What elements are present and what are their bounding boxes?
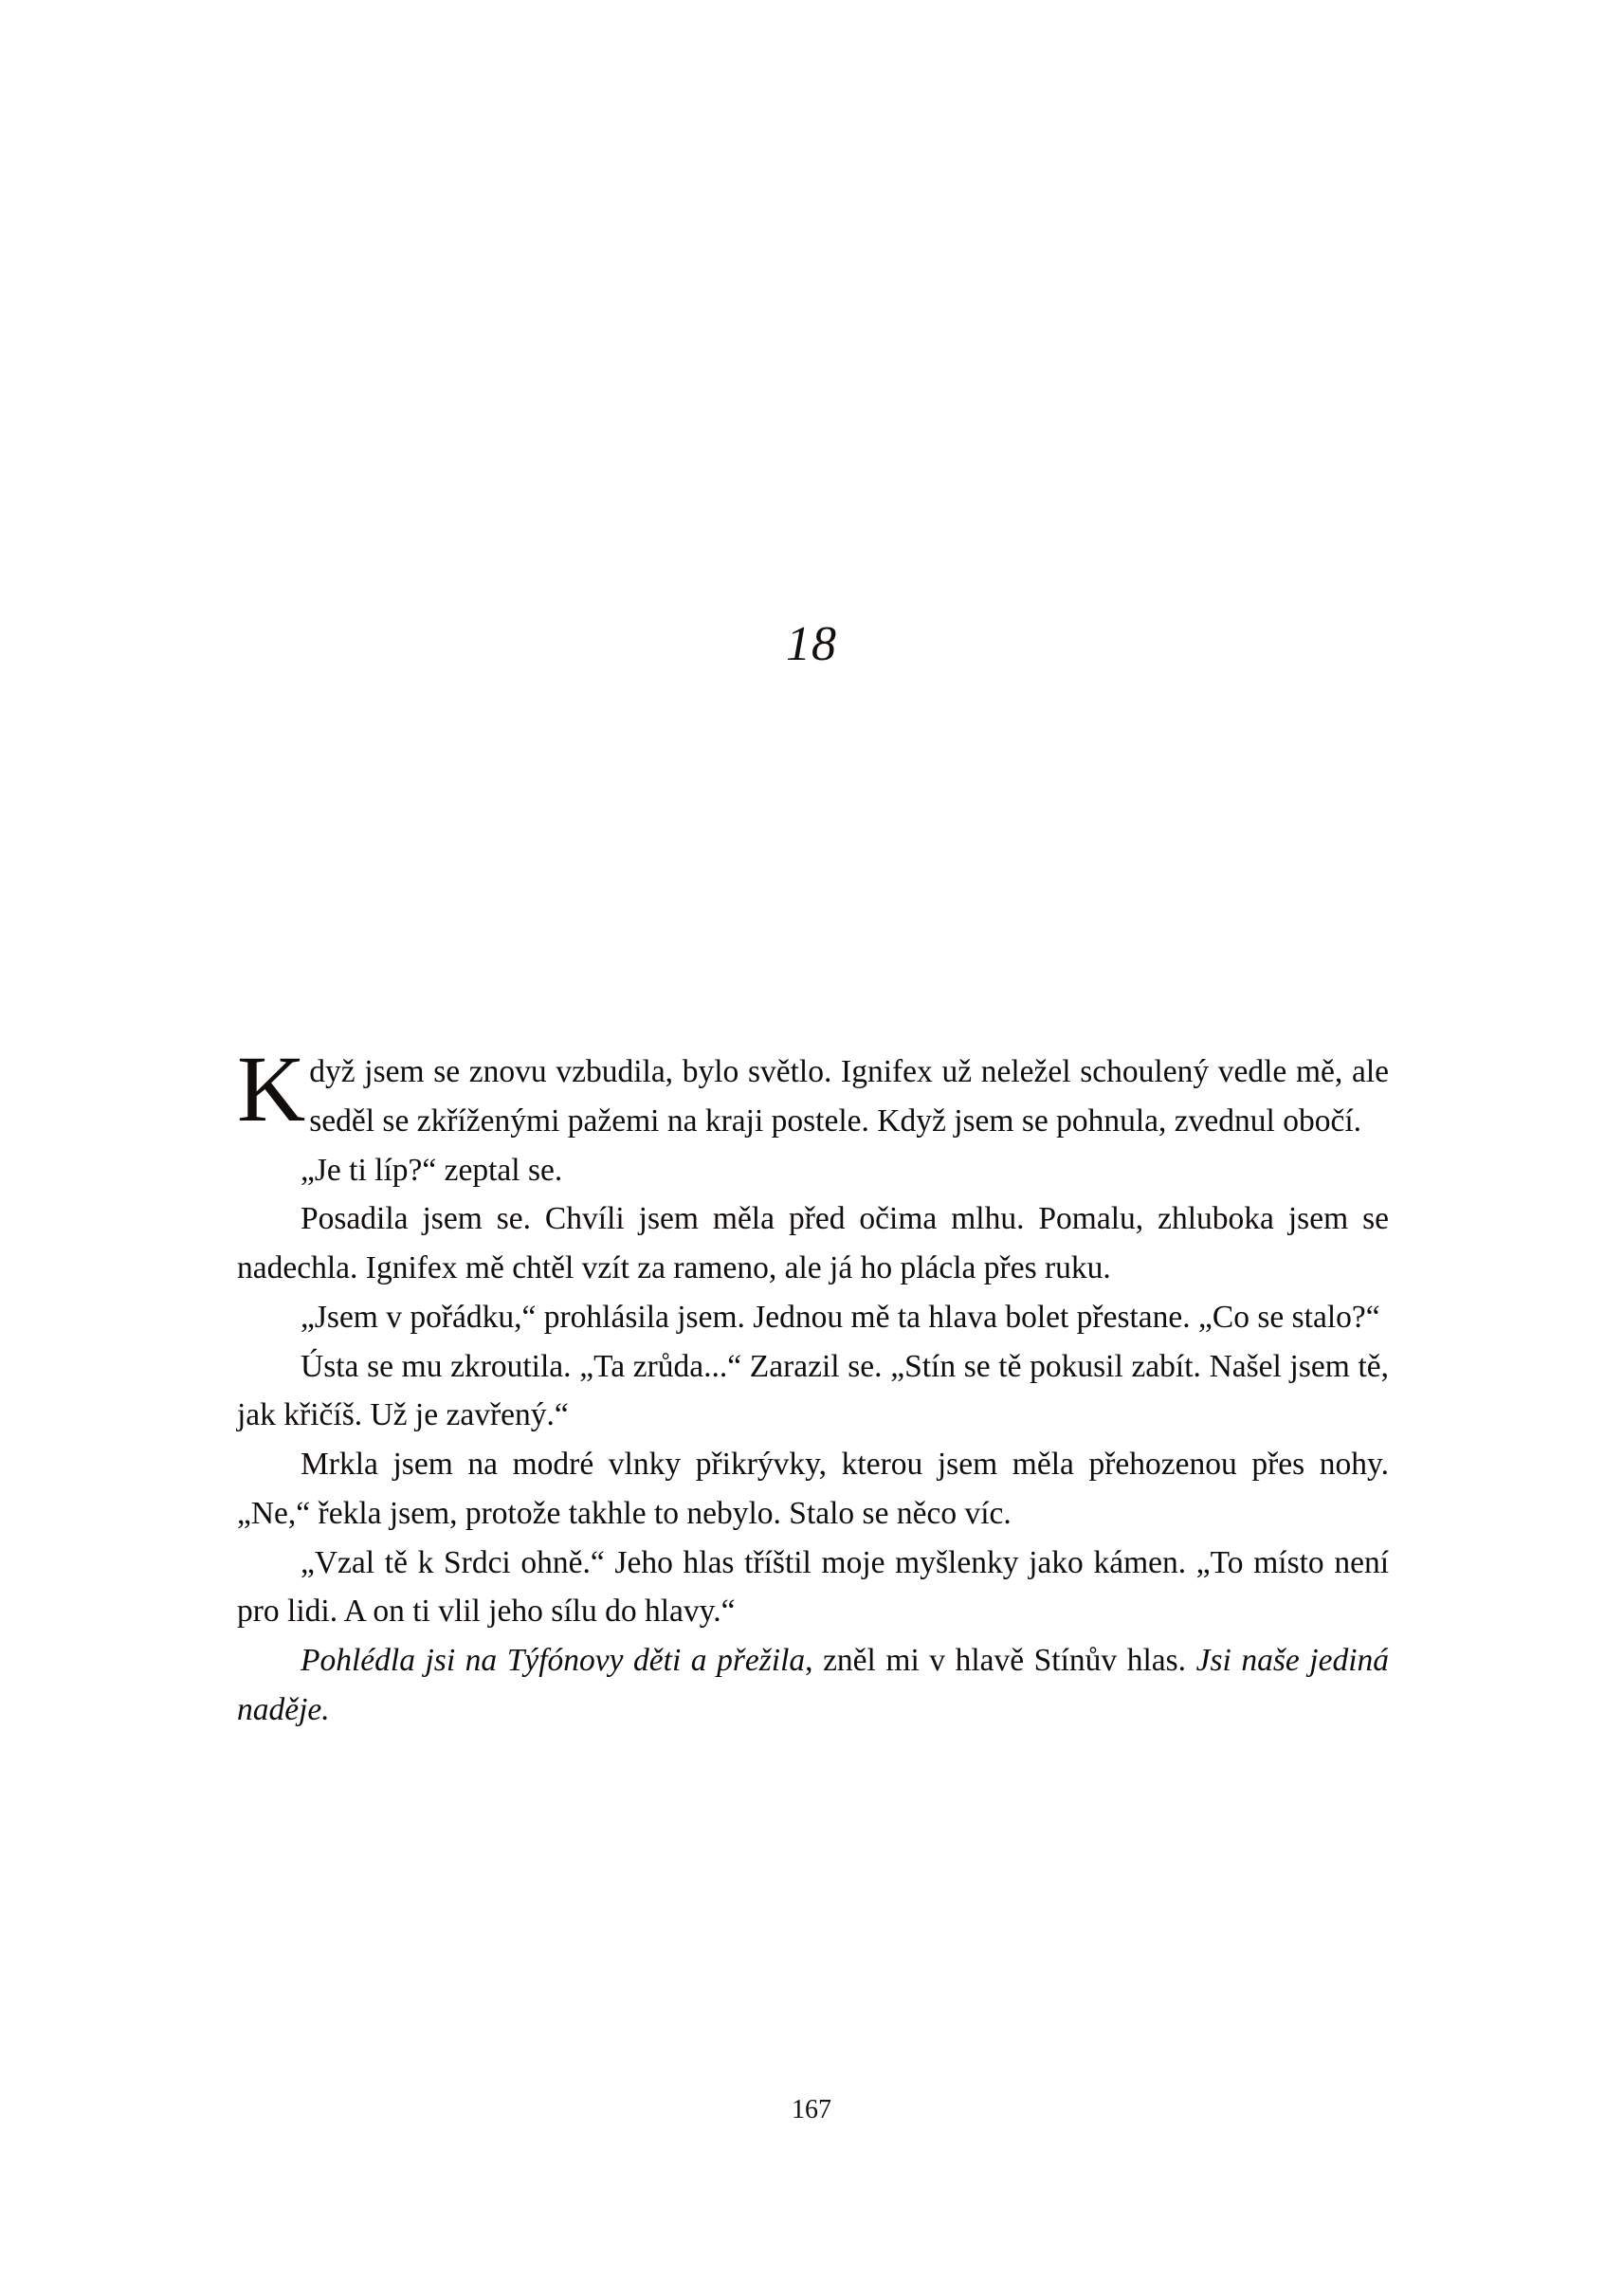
paragraph-text: „Vzal tě k Srdci ohně.“ Jeho hlas tříštil moje myšlenky jako kámen. „To místo není pro lidi. A on ti vlil jeho sílu do hlavy.“ bbox=[237, 1544, 1389, 1630]
paragraph bbox=[237, 1440, 1389, 1539]
paragraph-text: , zněl mi v hlavě Stínův hlas. bbox=[805, 1643, 1196, 1678]
paragraph bbox=[237, 1194, 1389, 1293]
body-text bbox=[237, 1036, 1390, 1735]
paragraph bbox=[237, 1636, 1389, 1735]
page-number: 167 bbox=[792, 2095, 831, 2124]
drop-cap: K bbox=[237, 1036, 306, 1141]
chapter-number: 18 bbox=[786, 617, 837, 671]
paragraph-text: Ústa se mu zkroutila. „Ta zrůda...“ Zarazil se. „Stín se tě pokusil zabít. Našel jsem tě, jak křičíš. Už je zavřený.“ bbox=[237, 1348, 1389, 1433]
paragraph-text: Posadila jsem se. Chvíli jsem měla před očima mlhu. Pomalu, zhluboka jsem se nadechla. Ignifex mě chtěl vzít za rameno, ale já ho plácla přes ruku. bbox=[237, 1201, 1389, 1285]
paragraph bbox=[237, 1342, 1389, 1441]
paragraph bbox=[237, 1293, 1389, 1342]
paragraph-italic-lead: Pohlédla jsi na Týfónovy děti a přežila bbox=[301, 1643, 806, 1678]
paragraph-text: Mrkla jsem na modré vlnky přikrývky, kterou jsem měla přehozenou přes nohy. „Ne,“ řekla jsem, protože takhle to nebylo. Stalo se něco víc. bbox=[237, 1447, 1389, 1531]
paragraph bbox=[237, 1146, 1389, 1195]
paragraph bbox=[237, 1036, 1389, 1146]
paragraph bbox=[237, 1539, 1389, 1637]
paragraph-text: „Jsem v pořádku,“ prohlásila jsem. Jednou mě ta hlava bolet přestane. „Co se stalo?“ bbox=[301, 1299, 1380, 1335]
paragraph-text: dyž jsem se znovu vzbudila, bylo světlo. Ignifex už neležel schoulený vedle mě, ale seděl se zkříženými pažemi na kraji postele. Když jsem se pohnula, zvednul obočí. bbox=[309, 1054, 1389, 1139]
paragraph-italic-tail: Jsi naše jediná naděje. bbox=[237, 1643, 1390, 1727]
paragraph-text: „Je ti líp?“ zeptal se. bbox=[301, 1152, 563, 1188]
